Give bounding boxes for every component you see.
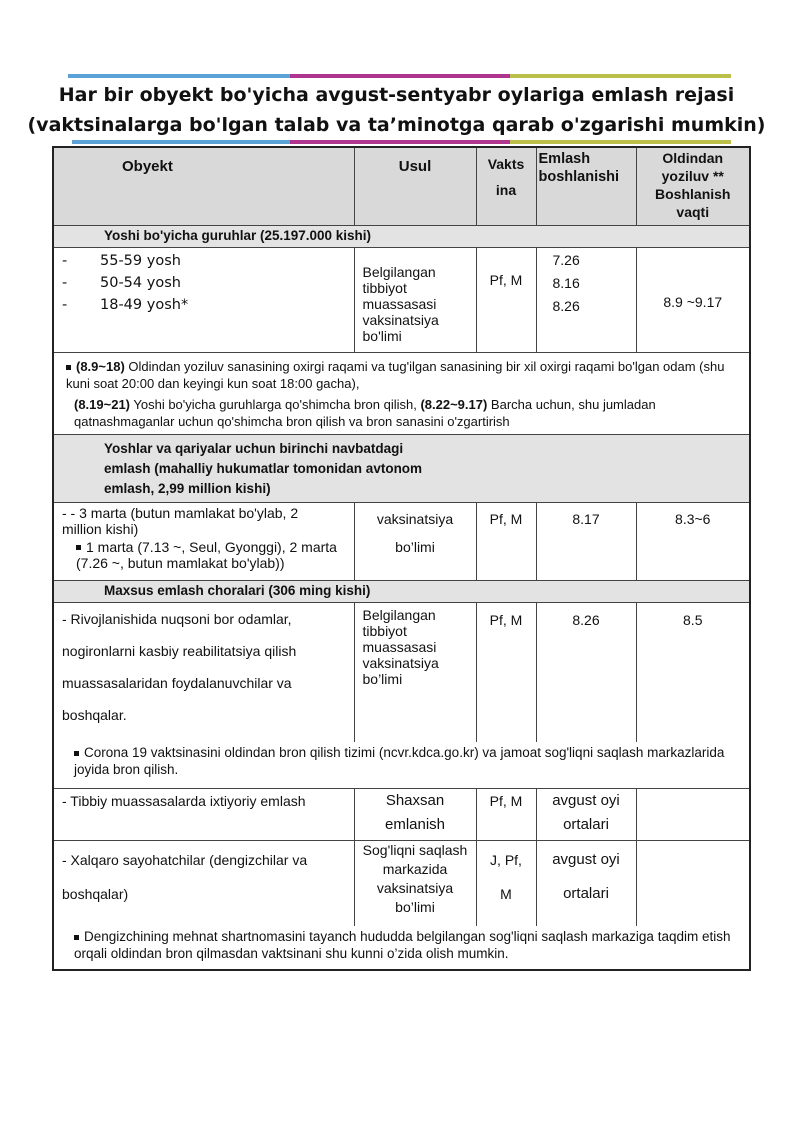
mid-bar-blue [72,140,290,144]
header-obyekt: Obyekt [53,147,354,225]
cell-special-2-vaktsina: Pf, M [476,788,536,840]
section-age-groups-title [53,225,750,247]
list-item: - 50-54 yosh [62,274,181,291]
cell-age-emlash: 7.26 8.16 8.26 [536,247,636,352]
top-bar-purple [290,74,510,78]
section-priority-title: Yoshlar va qariyalar uchun birinchi navbatdagi emlash (mahalliy hukumatlar tomonidan avtonom emlash, 2,99 million kishi) [53,434,750,502]
table-row-priority [53,502,750,580]
table-row-age-groups [53,247,750,352]
cell-special-3-text: - Xalqaro sayohatchilar (dengizchilar va boshqalar) [53,840,354,926]
cell-special-3-oldindan [636,840,750,926]
list-item: - 18-49 yosh* [62,296,189,313]
cell-special-1-oldindan: 8.5 [636,602,750,742]
cell-special-1-text: - Rivojlanishida nuqsoni bor odamlar, nogironlarni kasbiy reabilitatsiya qilish muassasalaridan foydalanuvchilar va boshqalar. [53,602,354,742]
top-bar-olive [510,74,731,78]
table-row-special-2 [53,788,750,840]
cell-age-items [53,247,354,352]
header-oldindan: Oldindan yoziluv ** Boshlanish vaqti [636,147,750,225]
cell-age-vaktsina: Pf, M [476,247,536,352]
cell-special-3-emlash: avgust oyi ortalari [536,840,636,926]
page-title: Har bir obyekt bo'yicha avgust-sentyabr oylariga emlash rejasi [58,84,735,106]
cell-priority-items: - - 3 marta (butun mamlakat bo'ylab, 2 million kishi) 1 marta (7.13 ~, Seul, Gyonggi), 2 marta (7.26 ~, butun mamlakat bo'ylab)) [53,502,354,580]
table-row-special-3-note: Dengizchining mehnat shartnomasini tayanch hududda belgilangan sog'liqni saqlash markaziga taqdim etish orqali oldindan bron qilmasdan vaktsinani shu kunni o’zida olish mumkin. [53,926,750,970]
cell-age-oldindan: 8.9 ~9.17 [636,247,750,352]
table-row-age-note: (8.9~18) Oldindan yoziluv sanasining oxirgi raqami va tug'ilgan sanasining bir xil oxirgi raqami bo'lgan odam (shu kuni soat 20:00 dan keyingi kun soat 18:00 gacha), (8.19~21) Yoshi bo'yicha guruhlarga qo'shimcha bron qilish, (8.22~9.17) Barcha uchun, shu jumladan qatnashmaganlar uchun qo'shimcha bron qilish va bron sanasini o'zgartirish [53,352,750,434]
mid-bar-olive [510,140,731,144]
page-subtitle: (vaktsinalarga bo'lgan talab va ta’minotga qarab o'zgarishi mumkin) [27,114,766,136]
cell-age-usul: Belgilangan tibbiyot muassasasi vaksinatsiya bo'limi [354,247,476,352]
top-bar-blue [68,74,290,78]
cell-special-1-usul: Belgilangan tibbiyot muassasasi vaksinatsiya bo’limi [354,602,476,742]
cell-special-2-emlash: avgust oyi ortalari [536,788,636,840]
list-item: - 55-59 yosh [62,252,181,269]
section-title: Yoshlar va qariyalar uchun birinchi navbatdagi [104,440,404,456]
table-header-row [53,147,750,225]
cell-special-2-text: - Tibbiy muassasalarda ixtiyoriy emlash [53,788,354,840]
header-emlash: Emlash boshlanishi [536,147,636,225]
cell-special-2-usul: Shaxsan emlanish [354,788,476,840]
section-title: Maxsus emlash choralari (306 ming kishi) [104,582,371,598]
cell-special-3-usul: Sog'liqni saqlash markazida vaksinatsiya bo’limi [354,840,476,926]
section-special-title [53,580,750,602]
cell-special-1-vaktsina: Pf, M [476,602,536,742]
cell-special-2-oldindan [636,788,750,840]
vaccination-plan-table [52,146,751,971]
cell-special-3-vaktsina: J, Pf, M [476,840,536,926]
mid-bar-purple [290,140,510,144]
cell-priority-vaktsina: Pf, M [476,502,536,580]
cell-priority-usul: vaksinatsiya bo’limi [354,502,476,580]
cell-priority-emlash: 8.17 [536,502,636,580]
cell-special-1-emlash: 8.26 [536,602,636,742]
table-row-special-1 [53,602,750,742]
table-row-special-1-note: Corona 19 vaktsinasini oldindan bron qilish tizimi (ncvr.kdca.go.kr) va jamoat sog'liqni saqlash markazlarida joyida bron qilish. [53,742,750,788]
header-vaktsina: Vakts ina [476,147,536,225]
table-row-special-3 [53,840,750,926]
section-title: Yoshi bo'yicha guruhlar (25.197.000 kishi) [104,227,372,243]
cell-priority-oldindan: 8.3~6 [636,502,750,580]
header-usul: Usul [354,147,476,225]
